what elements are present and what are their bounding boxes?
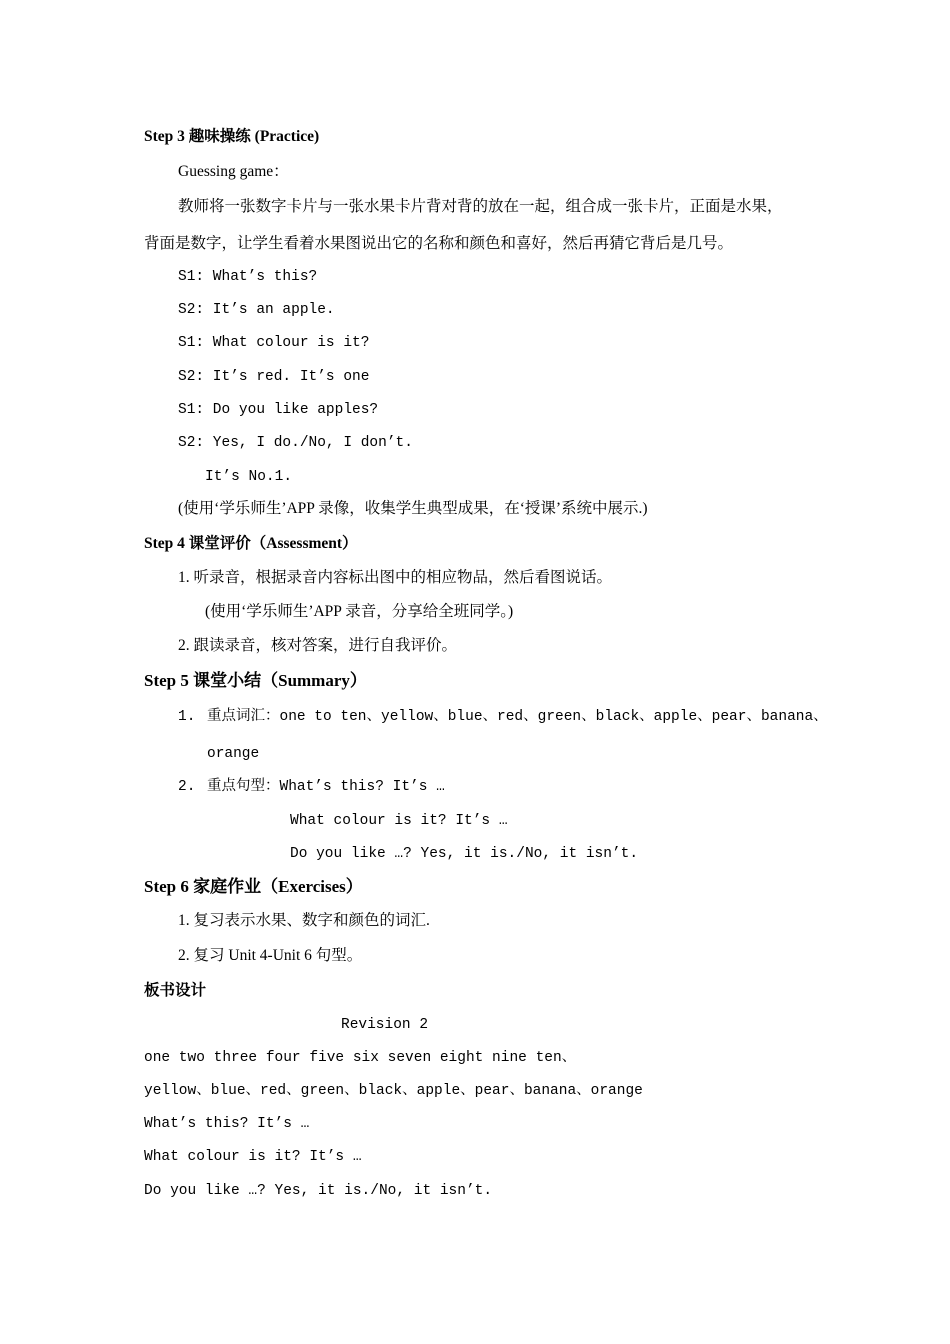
step5-heading: Step 5 课堂小结（Summary） <box>144 671 367 690</box>
dialogue-line: S1: What’s this? <box>178 269 318 285</box>
dialogue-line: S1: What colour is it? <box>178 335 370 351</box>
step3-desc-line2: 背面是数字，让学生看着水果图说出它的名称和颜色和喜好，然后再猜它背后是几号。 <box>144 235 734 252</box>
step3-desc-line1: 教师将一张数字卡片与一张水果卡片背对背的放在一起，组合成一张卡片，正面是水果， <box>178 198 783 215</box>
step5-item1-continuation: orange <box>207 746 260 762</box>
step5-item2-line2: What colour is it? It’s … <box>290 813 508 829</box>
step5-item1-number: 1. <box>178 709 196 725</box>
step4-item1: 1. 听录音，根据录音内容标出图中的相应物品，然后看图说话。 <box>178 569 613 586</box>
step4-item2: 2. 跟读录音，核对答案，进行自我评价。 <box>178 637 458 654</box>
step4-item1-note: (使用‘学乐师生’APP 录音，分享给全班同学。) <box>205 603 514 620</box>
step3-note: (使用‘学乐师生’APP 录像，收集学生典型成果，在‘授课’系统中展示.) <box>178 500 648 517</box>
step6-item1: 1. 复习表示水果、数字和颜色的词汇. <box>178 912 430 929</box>
board-heading: 板书设计 <box>144 982 207 999</box>
dialogue-line: S1: Do you like apples? <box>178 402 379 418</box>
step5-item2-line3: Do you like …? Yes, it is./No, it isn’t. <box>290 846 639 862</box>
board-line: Do you like …? Yes, it is./No, it isn’t. <box>144 1183 493 1199</box>
board-title: Revision 2 <box>341 1017 429 1033</box>
step3-heading: Step 3 趣味操练 (Practice) <box>144 128 320 145</box>
board-line: What’s this? It’s … <box>144 1116 310 1132</box>
board-line: one two three four five six seven eight nine ten、 <box>144 1050 577 1066</box>
dialogue-line: S2: Yes, I do./No, I don’t. <box>178 435 413 451</box>
step3-game-title: Guessing game： <box>178 163 289 180</box>
step6-heading: Step 6 家庭作业（Exercises） <box>144 877 363 896</box>
step4-heading: Step 4 课堂评价（Assessment） <box>144 535 358 552</box>
board-line: yellow、blue、red、green、black、apple、pear、banana、orange <box>144 1083 643 1099</box>
dialogue-line: S2: It’s an apple. <box>178 302 335 318</box>
step6-item2: 2. 复习 Unit 4-Unit 6 句型。 <box>178 947 363 964</box>
step5-item1-text: 重点词汇：one to ten、yellow、blue、red、green、black、apple、pear、banana、 <box>207 709 828 725</box>
step5-item2-number: 2. <box>178 779 196 795</box>
board-line: What colour is it? It’s … <box>144 1149 362 1165</box>
dialogue-line: S2: It’s red. It’s one <box>178 369 370 385</box>
step5-item2-text: 重点句型：What’s this? It’s … <box>207 779 445 795</box>
dialogue-line: It’s No.1. <box>205 469 293 485</box>
